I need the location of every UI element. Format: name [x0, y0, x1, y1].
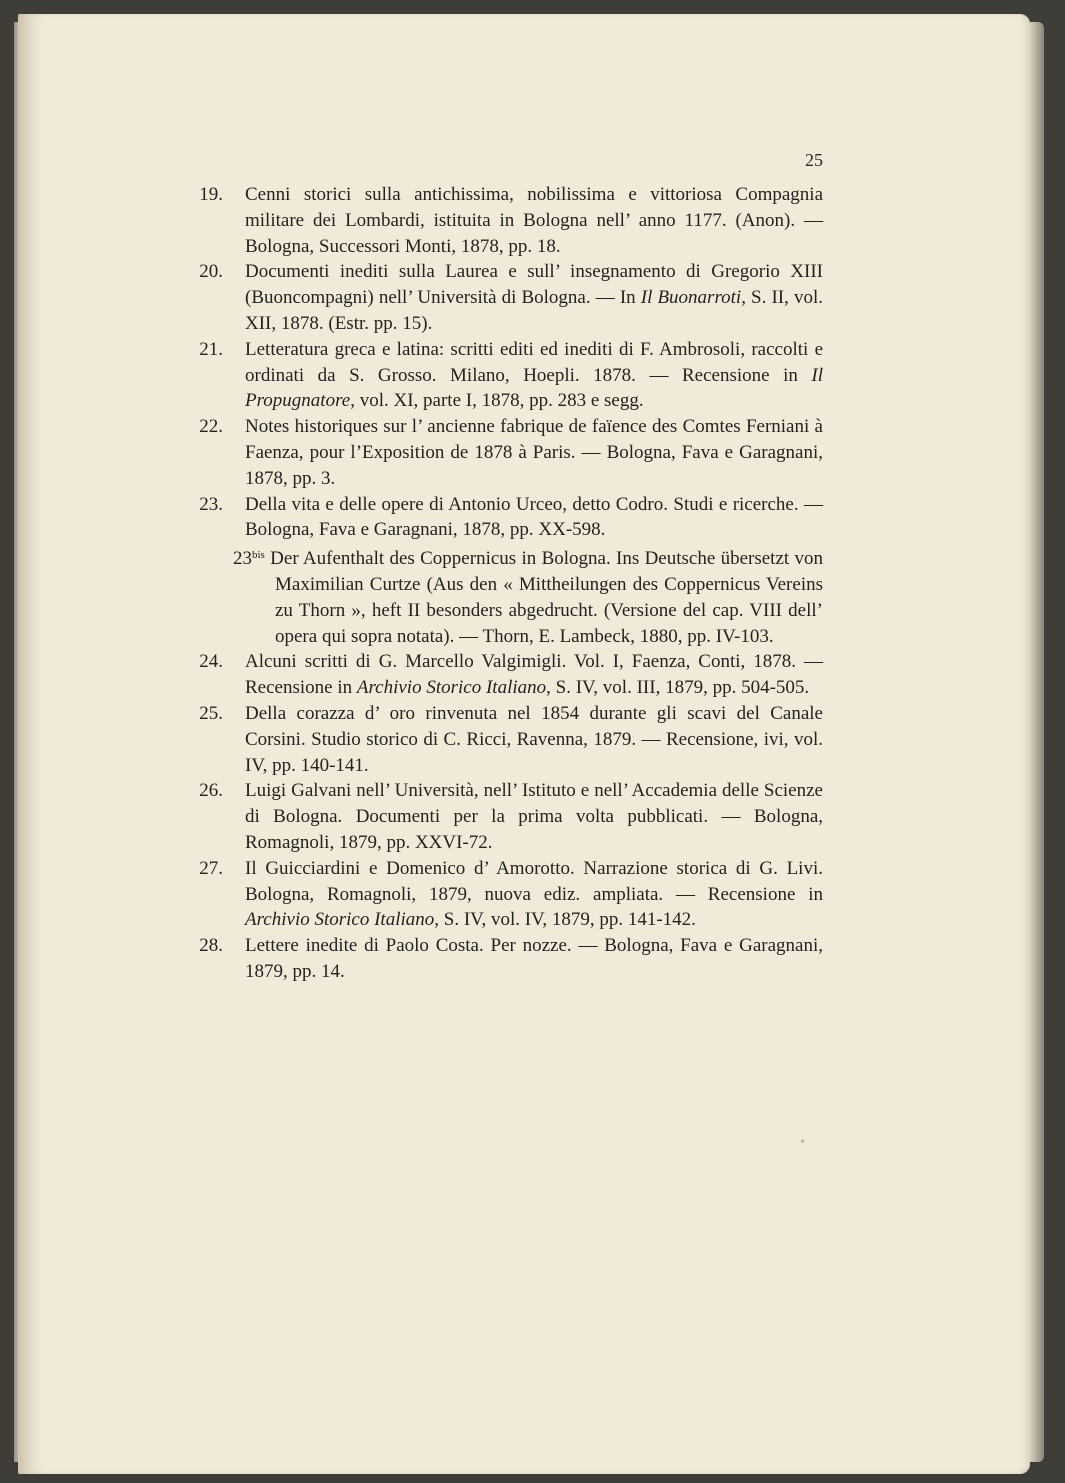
- bibliography-entry: [183, 492, 823, 544]
- entry-title-italic: Il Propugnatore: [245, 364, 823, 412]
- entry-text: Luigi Galvani nell’ Università, nell’ Istituto e nell’ Accademia delle Scienze di Bologna. Documenti per la prima volta pubblicati. — Bologna, Romagnoli, 1879, pp. XXVI-72.: [245, 780, 823, 853]
- entry-number: 25.: [199, 702, 223, 724]
- entry-title-italic: Il Buonarroti: [640, 287, 742, 309]
- entry-number: 19.: [199, 184, 223, 205]
- bibliography-entry: [183, 337, 823, 414]
- entry-text: , S. II, vol. XII, 1878. (Estr. pp. 15).: [245, 287, 824, 334]
- entry-number: 28.: [199, 935, 223, 957]
- page-edge: [1030, 22, 1044, 1462]
- entry-text: Cenni storici sulla antichissima, nobilissima e vittoriosa Compagnia militare dei Lombardi, istituita in Bologna nell’ anno 1177. (Anon). — Bologna, Successori Monti, 1878, pp. 18.: [245, 184, 823, 257]
- entry-text: Il Guicciardini e Domenico d’ Amorotto. Narrazione storica di G. Livi. Bologna, Romagnoli, 1879, nuova ediz. ampliata. — Recensione in: [245, 857, 823, 905]
- entry-text: Letteratura greca e latina: scritti editi ed inediti di F. Ambrosoli, raccolti e ordinati da S. Grosso. Milano, Hoepli. 1878. — Recensione in: [245, 338, 823, 386]
- entry-text: Alcuni scritti di G. Marcello Valgimigli. Vol. I, Faenza, Conti, 1878. — Recensione in: [245, 651, 823, 699]
- stray-mark: •: [800, 1135, 805, 1150]
- entry-text: , vol. XI, parte I, 1878, pp. 283 e segg.: [350, 390, 644, 412]
- page-number: 25: [805, 150, 823, 170]
- bibliography-entry: [183, 933, 823, 985]
- entry-number: 20.: [199, 261, 223, 283]
- bibliography-entry: [183, 856, 823, 933]
- bibliography-entry: [183, 414, 823, 491]
- entry-number: 23.: [199, 493, 223, 515]
- entry-number: 21.: [199, 338, 223, 360]
- entry-text: Lettere inedite di Paolo Costa. Per nozze. — Bologna, Fava e Garagnani, 1879, pp. 14.: [245, 935, 823, 982]
- entry-text: , S. IV, vol. IV, 1879, pp. 141-142.: [434, 909, 696, 931]
- bibliography-entry-23bis: [183, 543, 823, 649]
- bibliography-entry: [183, 649, 823, 701]
- entry-text: Documenti inediti sulla Laurea e sull’ insegnamento di Gregorio XIII (Buoncompagni) nell’ Università di Bologna. — In: [245, 261, 823, 309]
- entry-number: 22.: [199, 416, 223, 438]
- entry-text: Der Aufenthalt des Coppernicus in Bologna. Ins Deutsche übersetzt von Maximilian Curtze (Aus den « Mittheilungen des Coppernicus Vereins zu Thorn », heft II besonders abgedrucht. (Versione del cap. VIII dell’ opera qui sopra notata). — Thorn, E. Lambeck, 1880, pp. IV-103.: [264, 548, 823, 647]
- entry-text: Della vita e delle opere di Antonio Urceo, detto Codro. Studi e ricerche. — Bologna, Fava e Garagnani, 1878, pp. XX-598.: [245, 493, 823, 541]
- entry-title-italic: Archivio Storico Italiano: [356, 677, 547, 699]
- entry-text: Notes historiques sur l’ ancienne fabrique de faïence des Comtes Ferniani à Faenza, pour l’Exposition de 1878 à Paris. — Bologna, Fava e Garagnani, 1878, pp. 3.: [245, 416, 823, 489]
- entries-group-b: [183, 649, 823, 984]
- bibliography-entry: [183, 701, 823, 778]
- entry-text: Della corazza d’ oro rinvenuta nel 1854 durante gli scavi del Canale Corsini. Studio storico di C. Ricci, Ravenna, 1879. — Recensione, ivi, vol. IV, pp. 140-141.: [245, 702, 823, 776]
- entry-text: , S. IV, vol. III, 1879, pp. 504-505.: [546, 677, 810, 699]
- bibliography-entry: [183, 259, 823, 336]
- bibliography-entry: [183, 778, 823, 855]
- entry-number: 27.: [199, 857, 223, 879]
- entry-title-italic: Archivio Storico Italiano: [245, 909, 435, 931]
- entries-group-a: [183, 182, 823, 543]
- entry-number-suffix: bis: [252, 549, 265, 562]
- bibliography-list: [183, 182, 823, 985]
- bibliography-entry: [183, 182, 823, 259]
- entry-number: 23: [233, 548, 252, 570]
- entry-number: 24.: [199, 651, 223, 673]
- entry-number: 26.: [199, 780, 223, 802]
